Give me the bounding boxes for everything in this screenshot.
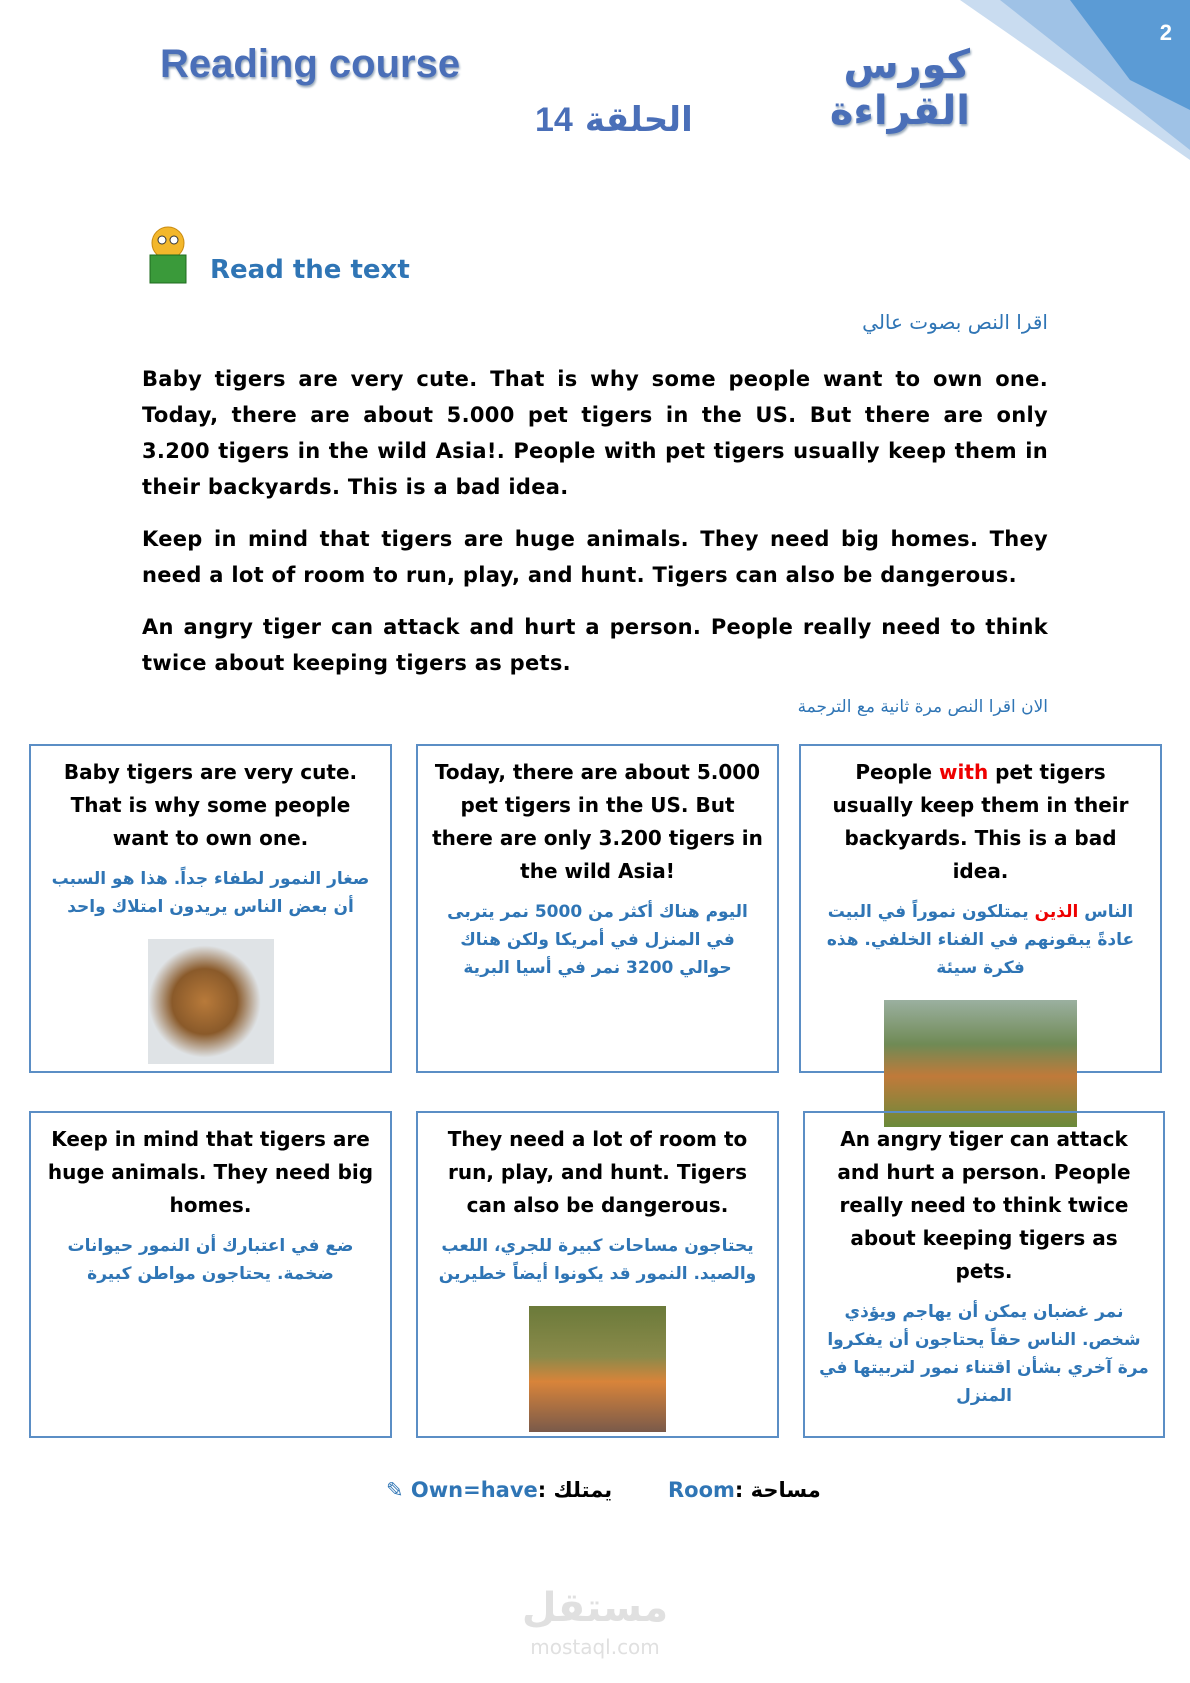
card-arabic: يحتاجون مساحات كبيرة للجري، اللعب والصيد. النمور قد يكونوا أيضاً خطيرين — [438, 1236, 757, 1284]
watermark-url: mostaql.com — [530, 1635, 660, 1659]
vocab-item-own — [386, 1478, 612, 1502]
card-5 — [416, 1111, 779, 1438]
card-4 — [29, 1111, 392, 1438]
vocab-item-room — [668, 1478, 821, 1502]
card-arabic: اليوم هناك أكثر من 5000 نمر يتربى في المنزل في أمريكا ولكن هناك حوالي 3200 نمر في أسيا البرية — [447, 902, 748, 978]
card-2 — [416, 744, 779, 1073]
paragraph-3: An angry tiger can attack and hurt a person. People really need to think twice about keeping tigers as pets. — [142, 615, 1048, 675]
paragraph-2: Keep in mind that tigers are huge animals. They need big homes. They need a lot of room to run, play, and hunt. Tigers can also be dangerous. — [142, 527, 1048, 587]
watermark-logo: مستقل — [521, 1585, 669, 1631]
corner-decoration — [960, 0, 1190, 160]
text: People — [855, 760, 940, 784]
card-english: They need a lot of room to run, play, and hunt. Tigers can also be dangerous. — [447, 1127, 748, 1217]
vocab-meaning: مساحة — [750, 1478, 821, 1502]
read-aloud-instruction: اقرا النص بصوت عالي — [862, 310, 1048, 334]
card-3 — [799, 744, 1162, 1073]
people-with-tiger-image — [884, 1000, 1077, 1127]
text: الناس — [1078, 902, 1134, 922]
text: pet tigers usually keep them in their backyards. This is a bad idea. — [832, 760, 1129, 883]
translation-instruction: الان اقرا النص مرة ثانية مع الترجمة — [797, 697, 1048, 717]
episode-number: 14 — [535, 100, 573, 139]
card-arabic: نمر غضبان يمكن أن يهاجم ويؤذي شخص. الناس حقاً يحتاجون أن يفكروا مرة آخري بشأن اقتناء نمور لتربيتها في المنزل — [819, 1302, 1149, 1406]
episode-label: الحلقة — [584, 100, 693, 140]
card-6 — [803, 1111, 1165, 1438]
text: يمتلكون نموراً في البيت عادةً يبقونهم في الفناء الخلفي. هذه فكرة سيئة — [826, 902, 1135, 978]
paragraph-1: Baby tigers are very cute. That is why some people want to own one. Today, there are about 5.000 pet tigers in the US. But there are only 3.200 tigers in the wild Asia!. People with pet tigers usually keep them in their backyards. This is a bad idea. — [142, 367, 1048, 499]
title-arabic: كورس القراءة — [829, 42, 970, 134]
card-english — [815, 756, 1146, 888]
card-arabic: ضع في اعتبارك أن النمور حيوانات ضخمة. يحتاجون مواطن كبيرة — [67, 1236, 354, 1284]
card-english: Keep in mind that tigers are huge animals. They need big homes. — [47, 1127, 374, 1217]
title-english: Reading course — [160, 42, 461, 86]
vocab-term: Own=have — [410, 1478, 538, 1502]
card-english: An angry tiger can attack and hurt a person. People really need to think twice about keeping tigers as pets. — [837, 1127, 1131, 1283]
card-english: Today, there are about 5.000 pet tigers in the US. But there are only 3.200 tigers in the wild Asia! — [432, 760, 763, 883]
reading-emoji-icon — [146, 225, 190, 285]
section-heading: Read the text — [210, 255, 410, 285]
card-arabic: صغار النمور لطفاء جداً. هذا هو السبب أن بعض الناس يريدون امتلاك واحد — [51, 869, 370, 917]
episode-title — [535, 100, 693, 140]
tiger-cub-image — [148, 939, 274, 1064]
tiger-lying-image — [529, 1306, 666, 1432]
card-1 — [29, 744, 392, 1073]
vocab-sep: : — [537, 1478, 547, 1502]
page-number: 2 — [1159, 20, 1172, 45]
highlight-word: with — [939, 760, 989, 784]
card-english: Baby tigers are very cute. That is why some people want to own one. — [63, 760, 358, 850]
highlight-word: الذين — [1034, 902, 1079, 922]
card-arabic — [815, 898, 1146, 982]
vocab-meaning: يمتلك — [553, 1478, 613, 1502]
vocab-term: Room — [668, 1478, 735, 1502]
vocab-sep: : — [734, 1478, 744, 1502]
pencil-icon: ✎ — [386, 1478, 404, 1502]
